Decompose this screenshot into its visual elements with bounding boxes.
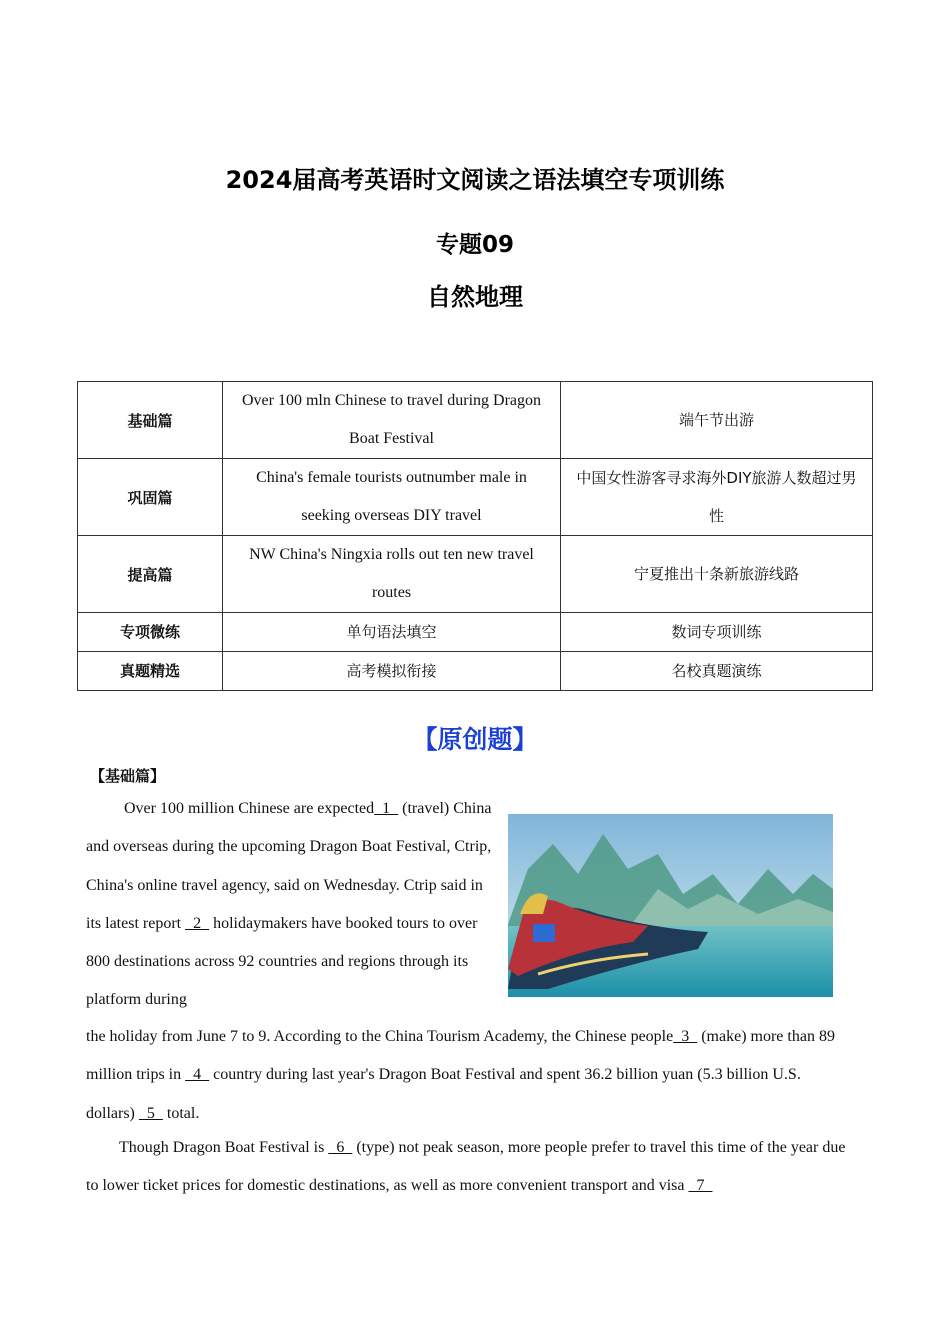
passage-text: holidaymakers have booked tours to over 800 destinations across 92 countries and regions through its platform during <box>86 914 478 1009</box>
blank-4: 4 <box>185 1066 210 1084</box>
row-label: 提高篇 <box>78 536 223 613</box>
row-english: China's female tourists outnumber male in seeking overseas DIY travel <box>223 459 561 536</box>
passage-text: total. <box>162 1104 200 1122</box>
row-chinese: 数词专项训练 <box>561 613 873 652</box>
row-chinese: 宁夏推出十条新旅游线路 <box>561 536 873 613</box>
blank-3: 3 <box>673 1028 698 1045</box>
dragon-boat-photo <box>508 814 833 997</box>
table-row <box>78 536 873 613</box>
passage-text: country during last year's Dragon Boat Festival and spent 36.2 billion yuan (5.3 billion U.S. dollars) <box>86 1066 801 1122</box>
passage-text: Over 100 million Chinese are expected <box>124 800 375 817</box>
table-row <box>78 382 873 459</box>
row-label: 巩固篇 <box>78 459 223 536</box>
blank-6: 6 <box>328 1139 353 1156</box>
row-chinese: 中国女性游客寻求海外DIY旅游人数超过男性 <box>561 459 873 536</box>
blank-2: 2 <box>185 914 210 932</box>
row-english: 单句语法填空 <box>223 613 561 652</box>
passage-paragraph <box>86 1018 846 1133</box>
document-title: 2024届高考英语时文阅读之语法填空专项训练 <box>225 166 725 194</box>
row-english: Over 100 mln Chinese to travel during Dragon Boat Festival <box>223 382 561 459</box>
table-row <box>78 613 873 652</box>
passage-paragraph <box>86 1129 846 1206</box>
passage-text: (make) more than 89 million trips in <box>86 1028 835 1084</box>
blank-1: 1 <box>374 800 399 817</box>
passage-text: (type) not peak season, more people prefer to travel this time of the year due to lower ticket prices for domestic destinations, as well as more convenient transport and visa <box>86 1139 846 1195</box>
row-label: 专项微练 <box>78 613 223 652</box>
plan-table <box>77 381 873 691</box>
passage-text: (travel) China and overseas during the upcoming Dragon Boat Festival, Ctrip, China's online travel agency, said on Wednesday. Ctrip said in its latest report <box>86 800 492 932</box>
subsection-heading: 【基础篇】 <box>90 767 166 785</box>
table-row <box>78 652 873 691</box>
row-label: 真题精选 <box>78 652 223 691</box>
blank-5: 5 <box>138 1104 163 1122</box>
passage-text: the holiday from June 7 to 9. According to the China Tourism Academy, the Chinese people <box>86 1028 674 1045</box>
section-heading: 【原创题】 <box>412 725 538 754</box>
row-english: NW China's Ningxia rolls out ten new travel routes <box>223 536 561 613</box>
row-chinese: 名校真题演练 <box>561 652 873 691</box>
topic-name: 自然地理 <box>427 283 523 311</box>
row-chinese: 端午节出游 <box>561 382 873 459</box>
blank-7: 7 <box>688 1177 713 1195</box>
table-row <box>78 459 873 536</box>
topic-number: 专题09 <box>435 232 514 258</box>
passage-paragraph <box>86 790 494 1020</box>
row-english: 高考模拟衔接 <box>223 652 561 691</box>
row-label: 基础篇 <box>78 382 223 459</box>
dragon-boat-landscape-photo <box>508 814 833 997</box>
passage-text: Though Dragon Boat Festival is <box>119 1139 329 1156</box>
